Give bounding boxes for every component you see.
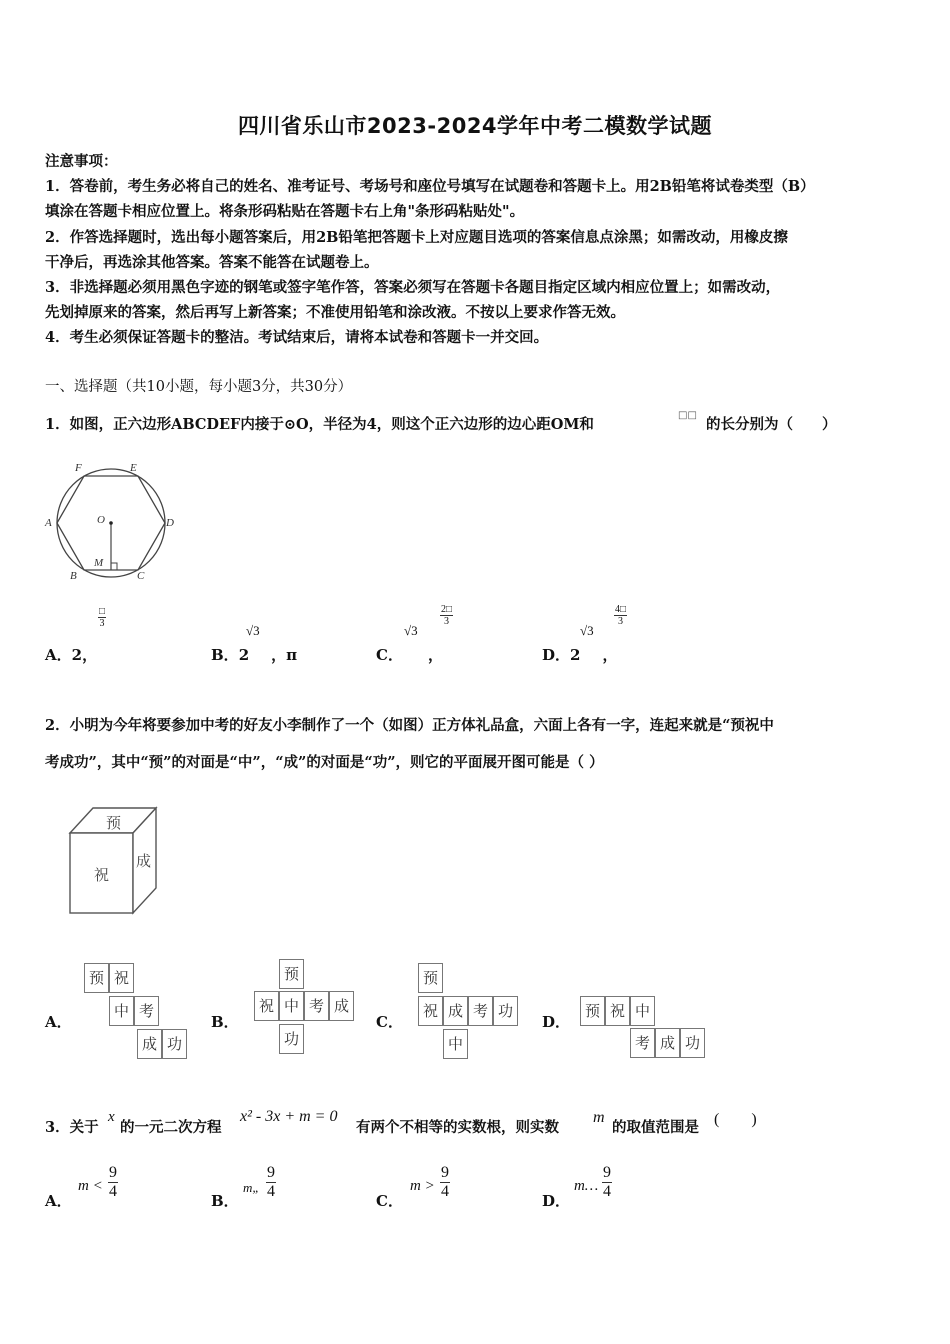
q3-stem-end: 的取值范围是 [612, 1119, 699, 1136]
q1-option-d[interactable] [542, 644, 617, 665]
net-cell: 祝 [254, 991, 279, 1021]
option-text: ， [602, 646, 618, 664]
frac-num: 4□ [615, 604, 627, 615]
frac-den: 4 [603, 1183, 611, 1200]
label-f: F [75, 462, 82, 474]
net-cell: 考 [304, 991, 329, 1021]
option-letter: B． [211, 646, 239, 664]
net-cell: 预 [418, 963, 443, 993]
net-cell: 中 [630, 996, 655, 1026]
net-cell: 祝 [605, 996, 630, 1026]
frac-num: 9 [267, 1164, 275, 1181]
option-letter: C． [376, 646, 403, 664]
label-d: D [166, 517, 174, 529]
q2-option-a[interactable]: A． [45, 1013, 72, 1031]
net-cell: 预 [279, 959, 304, 989]
notice-line: 4．考生必须保证答题卡的整洁。考试结束后，请将本试卷和答题卡一并交回。 [45, 329, 549, 346]
frac-num: 2□ [441, 604, 453, 615]
frac-den: 4 [441, 1183, 449, 1200]
q1-d-sqrt: √3 [580, 623, 594, 638]
option-expr: m < [78, 1178, 103, 1194]
notice-line: 3．非选择题必须用黑色字迹的钢笔或签字笔作答，答案必须写在答题卡各题目指定区域内相应位置上；如需改动， [45, 279, 781, 296]
q3-option-b[interactable]: B． [211, 1192, 239, 1210]
label-a: A [45, 517, 52, 529]
label-m: M [94, 557, 104, 569]
net-cell: 功 [279, 1024, 304, 1054]
cube-figure [60, 800, 170, 920]
q3-d-fraction [602, 1164, 612, 1201]
hexagon-figure [40, 455, 185, 585]
cube-right-char: 成 [136, 852, 152, 870]
q2-stem-line2: 考成功”，其中“预”的对面是“中”，“成”的对面是“功”，则它的平面展开图可能是（ ） [45, 754, 604, 771]
notice-line: 1．答卷前，考生务必将自己的姓名、准考证号、考场号和座位号填写在试题卷和答题卡上。用2B铅笔将试卷类型（B） [45, 178, 815, 195]
q3-stem-mid: 的一元二次方程 [120, 1119, 222, 1136]
net-cell: 中 [279, 991, 304, 1021]
q1-stem: 1．如图，正六边形ABCDEF内接于⊙O，半径为4，则这个正六边形的边心距OM和 [45, 416, 594, 433]
notice-line: 填涂在答题卡相应位置上。将条形码粘贴在答题卡右上角"条形码粘贴处"。 [45, 203, 525, 220]
frac-den: 4 [109, 1183, 117, 1200]
q3-var-m: m [593, 1109, 605, 1126]
section-heading: 一、选择题（共10小题，每小题3分，共30分） [45, 379, 353, 395]
label-e: E [130, 462, 137, 474]
q1-c-fraction [440, 604, 453, 627]
option-expr: m„ [243, 1180, 260, 1195]
label-c: C [137, 570, 145, 582]
label-b: B [70, 570, 77, 582]
option-letter: D． [542, 646, 571, 664]
q2-option-b[interactable]: B． [211, 1013, 239, 1031]
q3-stem-post: 有两个不相等的实数根，则实数 [356, 1119, 559, 1136]
option-expr: m > [410, 1178, 435, 1194]
q3-option-d[interactable]: D． [542, 1192, 571, 1210]
option-text: ，π [271, 646, 298, 664]
net-cell: 成 [655, 1028, 680, 1058]
option-text: 2 [238, 646, 250, 664]
frac-num: 9 [109, 1164, 117, 1181]
frac-den: 4 [267, 1183, 275, 1200]
q1-stem-end: 的长分别为（ ） [706, 416, 837, 433]
cube-top-char: 预 [106, 814, 122, 832]
q3-a-fraction [108, 1164, 118, 1201]
q2-stem-line1: 2．小明为今年将要参加中考的好友小李制作了一个（如图）正方体礼品盒，六面上各有一字，连起来就是“预祝中 [45, 717, 774, 734]
q1-c-sqrt: √3 [404, 623, 418, 638]
option-expr: m… [574, 1178, 599, 1194]
q1-option-c[interactable] [376, 644, 443, 665]
frac-den: 3 [618, 616, 624, 627]
q3-answer-paren: ( ) [714, 1111, 757, 1128]
notice-line: 2．作答选择题时，选出每小题答案后，用2B铅笔把答题卡上对应题目选项的答案信息点涂黑；如需改动，用橡皮擦 [45, 229, 788, 246]
net-cell: 祝 [418, 996, 443, 1026]
net-cell: 考 [630, 1028, 655, 1058]
frac-num: □ [99, 606, 106, 617]
net-cell: 成 [443, 996, 468, 1026]
q3-stem-pre: 3．关于 [45, 1119, 99, 1136]
frac-den: 3 [99, 618, 105, 629]
notice-line: 先划掉原来的答案，然后再写上新答案；不准使用铅笔和涂改液。不按以上要求作答无效。 [45, 304, 625, 321]
q3-b-fraction [266, 1164, 276, 1201]
net-cell: 功 [162, 1029, 187, 1059]
net-cell: 中 [109, 996, 134, 1026]
q3-equation: x² - 3x + m = 0 [240, 1108, 338, 1125]
q3-option-c[interactable]: C． [376, 1192, 403, 1210]
net-cell: 考 [468, 996, 493, 1026]
notice-line: 干净后，再选涂其他答案。答案不能答在试题卷上。 [45, 254, 379, 271]
net-cell: 功 [493, 996, 518, 1026]
net-cell: 成 [137, 1029, 162, 1059]
net-cell: 预 [84, 963, 109, 993]
net-cell: 考 [134, 996, 159, 1026]
q1-option-a[interactable] [45, 644, 97, 665]
cube-front-char: 祝 [94, 866, 110, 884]
q2-option-d[interactable]: D． [542, 1013, 571, 1031]
page-title: 四川省乐山市2023-2024学年中考二模数学试题 [237, 114, 713, 138]
q1-option-b[interactable] [211, 644, 297, 665]
q1-d-fraction [614, 604, 627, 627]
q2-option-c[interactable]: C． [376, 1013, 403, 1031]
frac-den: 3 [444, 616, 450, 627]
net-cell: 预 [580, 996, 605, 1026]
frac-num: 9 [441, 1164, 449, 1181]
option-letter: A． [45, 646, 72, 664]
q3-option-a[interactable]: A． [45, 1192, 72, 1210]
net-cell: 成 [329, 991, 354, 1021]
q1-b-sqrt: √3 [246, 623, 260, 638]
q1-placeholder-glyph: □□ [678, 410, 697, 421]
q1-a-fraction [98, 606, 106, 629]
q3-c-fraction [440, 1164, 450, 1201]
frac-num: 9 [603, 1164, 611, 1181]
option-text: ， [427, 646, 443, 664]
net-cell: 功 [680, 1028, 705, 1058]
notice-heading: 注意事项： [45, 153, 118, 170]
net-cell: 祝 [109, 963, 134, 993]
label-o: O [97, 514, 105, 526]
q3-var-x: x [108, 1109, 115, 1125]
option-text: 2， [71, 646, 98, 664]
net-cell: 中 [443, 1029, 468, 1059]
option-text: 2 [570, 646, 581, 664]
